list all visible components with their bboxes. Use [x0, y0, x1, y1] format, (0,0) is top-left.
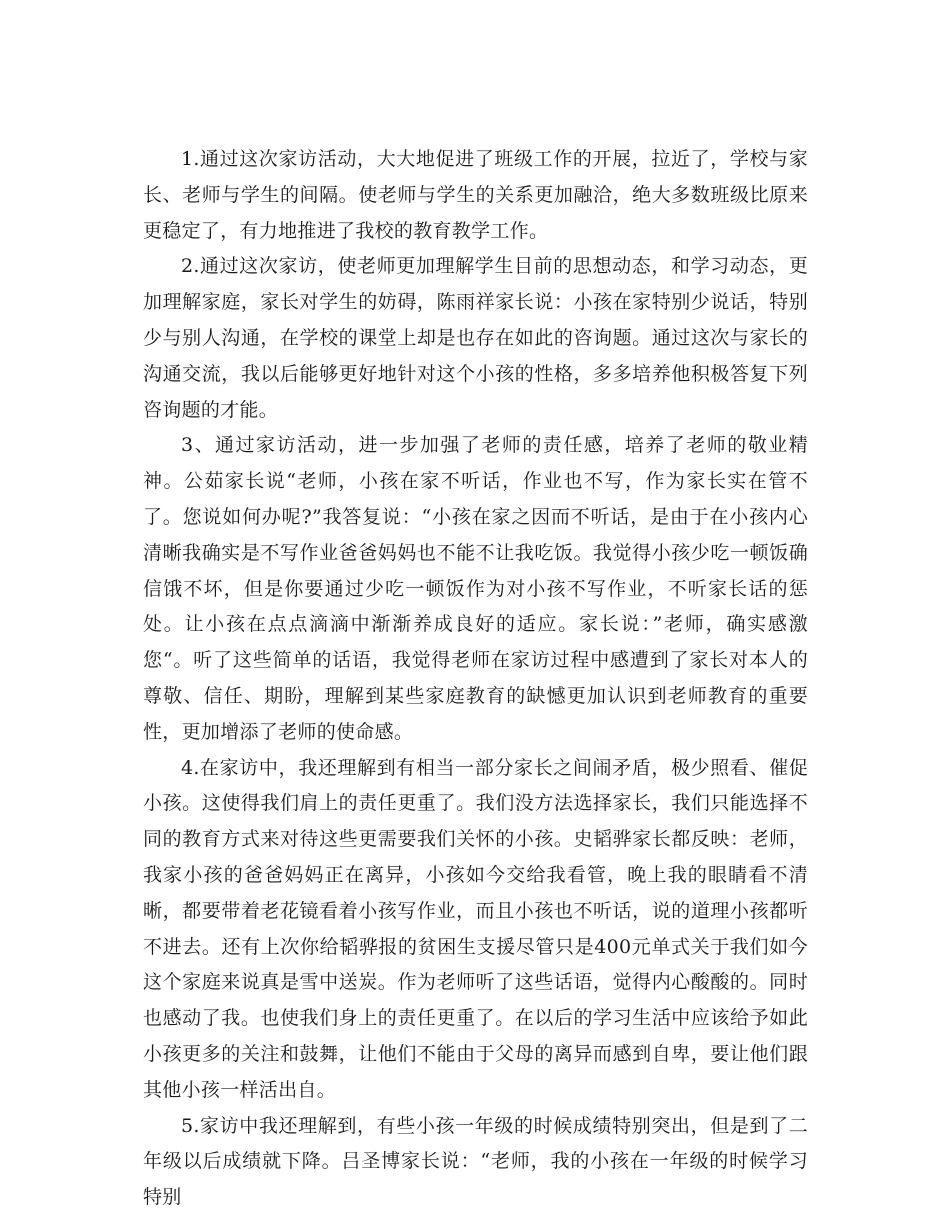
paragraph-5: 5.家访中我还理解到，有些小孩一年级的时候成绩特别突出，但是到了二年级以后成绩就下降。吕圣博家长说：“老师，我的小孩在一年级的时候学习特别	[143, 1114, 808, 1209]
document-body	[143, 142, 808, 1216]
paragraph-3: 3、通过家访活动，进一步加强了老师的责任感，培养了老师的敬业精神。公茹家长说“老师，小孩在家不听话，作业也不写，作为家长实在管不了。您说如何办呢?”我答复说：“小孩在家之因而不听话，是由于在小孩内心清晰我确实是不写作业爸爸妈妈也不能不让我吃饭。我觉得小孩少吃一顿饭确信饿不坏，但是你要通过少吃一顿饭作为对小孩不写作业，不听家长话的惩处。让小孩在点点滴滴中渐渐养成良好的适应。家长说：”老师，确实感激您“。听了这些简单的话语，我觉得老师在家访过程中感遭到了家长对本人的尊敬、信任、期盼，理解到某些家庭教育的缺憾更加认识到老师教育的重要性，更加增添了老师的使命感。	[143, 434, 808, 743]
paragraph-2: 2.通过这次家访，使老师更加理解学生目前的思想动态，和学习动态，更加理解家庭，家长对学生的妨碍，陈雨祥家长说：小孩在家特别少说话，特别少与别人沟通，在学校的课堂上却是也存在如此的咨询题。通过这次与家长的沟通交流，我以后能够更好地针对这个小孩的性格，多多培养他积极答复下列咨询题的才能。	[143, 255, 808, 421]
paragraph-1: 1.通过这次家访活动，大大地促进了班级工作的开展，拉近了，学校与家长、老师与学生的间隔。使老师与学生的关系更加融洽，绝大多数班级比原来更稳定了，有力地推进了我校的教育教学工作。	[143, 148, 808, 242]
paragraph-4: 4.在家访中，我还理解到有相当一部分家长之间闹矛盾，极少照看、催促小孩。这使得我们肩上的责任更重了。我们没方法选择家长，我们只能选择不同的教育方式来对待这些更需要我们关怀的小孩。史韬骅家长都反映：老师，我家小孩的爸爸妈妈正在离异，小孩如今交给我看管，晚上我的眼睛看不清晰，都要带着老花镜看着小孩写作业，而且小孩也不听话，说的道理小孩都听不进去。还有上次你给韬骅报的贫困生支援尽管只是400元单式关于我们如今这个家庭来说真是雪中送炭。作为老师听了这些话语，觉得内心酸酸的。同时也感动了我。也使我们身上的责任更重了。在以后的学习生活中应该给予如此小孩更多的关注和鼓舞，让他们不能由于父母的离异而感到自卑，要让他们跟其他小孩一样活出自。	[143, 756, 808, 1101]
